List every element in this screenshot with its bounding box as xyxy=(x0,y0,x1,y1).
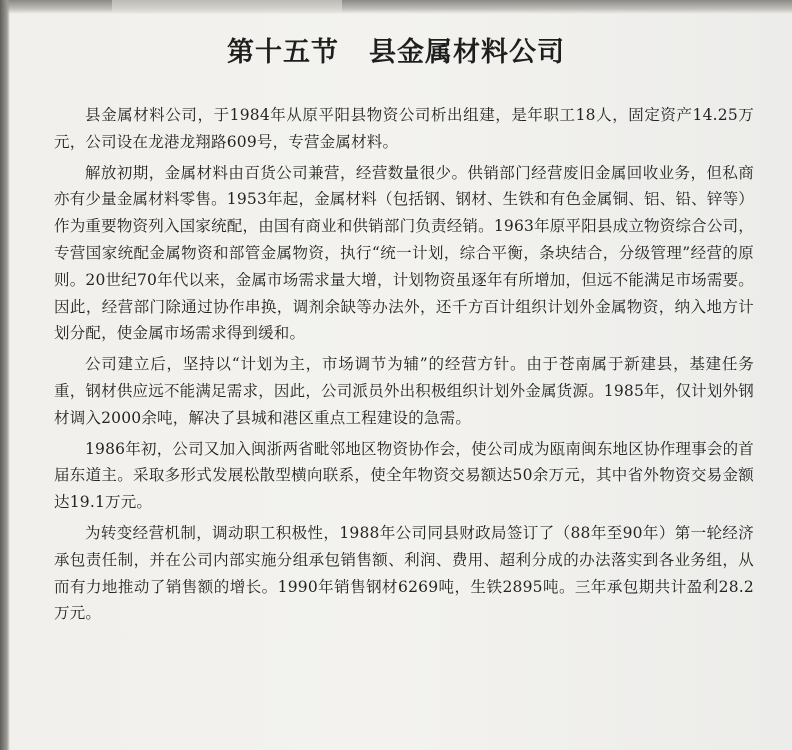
paragraph-5: 为转变经营机制，调动职工积极性，1988年公司同县财政局签订了（88年至90年）第一轮经济承包责任制，并在公司内部实施分组承包销售额、利润、费用、超利分成的办法落实到各业务组，从而有力地推动了销售额的增长。1990年销售钢材6269吨，生铁2895吨。三年承包期共计盈利28.2万元。 xyxy=(54,523,754,623)
paragraph-3: 公司建立后，坚持以“计划为主，市场调节为辅”的经营方针。由于苍南属于新建县，基建任务重，钢材供应远不能满足需求，因此，公司派员外出积极组织计划外金属货源。1985年，仅计划外钢材调入2000余吨，解决了县城和港区重点工程建设的急需。 xyxy=(54,355,754,427)
section-heading xyxy=(0,30,792,69)
section-number: 第十五节 xyxy=(227,37,339,68)
section-title: 县金属材料公司 xyxy=(369,37,565,68)
body-text xyxy=(54,102,754,631)
page-binding-shadow xyxy=(0,0,10,750)
paragraph-4: 1986年初，公司又加入闽浙两省毗邻地区物资协作会，使公司成为瓯南闽东地区协作理事会的首届东道主。采取多形式发展松散型横向联系，使全年物资交易额达50余万元，其中省外物资交易金额达19.1万元。 xyxy=(54,439,754,512)
paragraph-2: 解放初期，金属材料由百货公司兼营，经营数量很少。供销部门经营废旧金属回收业务，但私商亦有少量金属材料零售。1953年起，金属材料（包括钢、钢材、生铁和有色金属铜、铝、铅、锌等）作为重要物资列入国家统配，由国有商业和供销部门负责经销。1963年原平阳县成立物资综合公司，专营国家统配金属物资和部管金属物资，执行“统一计划，综合平衡，条块结合，分级管理”经营的原则。20世纪70年代以来，金属市场需求量大增，计划物资虽逐年有所增加，但远不能满足市场需要。因此，经营部门除通过协作串换，调剂余缺等办法外，还千方百计组织计划外金属物资，纳入地方计划分配，使金属市场需求得到缓和。 xyxy=(54,163,754,343)
paragraph-1: 县金属材料公司，于1984年从原平阳县物资公司析出组建，是年职工18人，固定资产14.25万元，公司设在龙港龙翔路609号，专营金属材料。 xyxy=(54,106,754,151)
page-top-shadow xyxy=(0,0,792,14)
